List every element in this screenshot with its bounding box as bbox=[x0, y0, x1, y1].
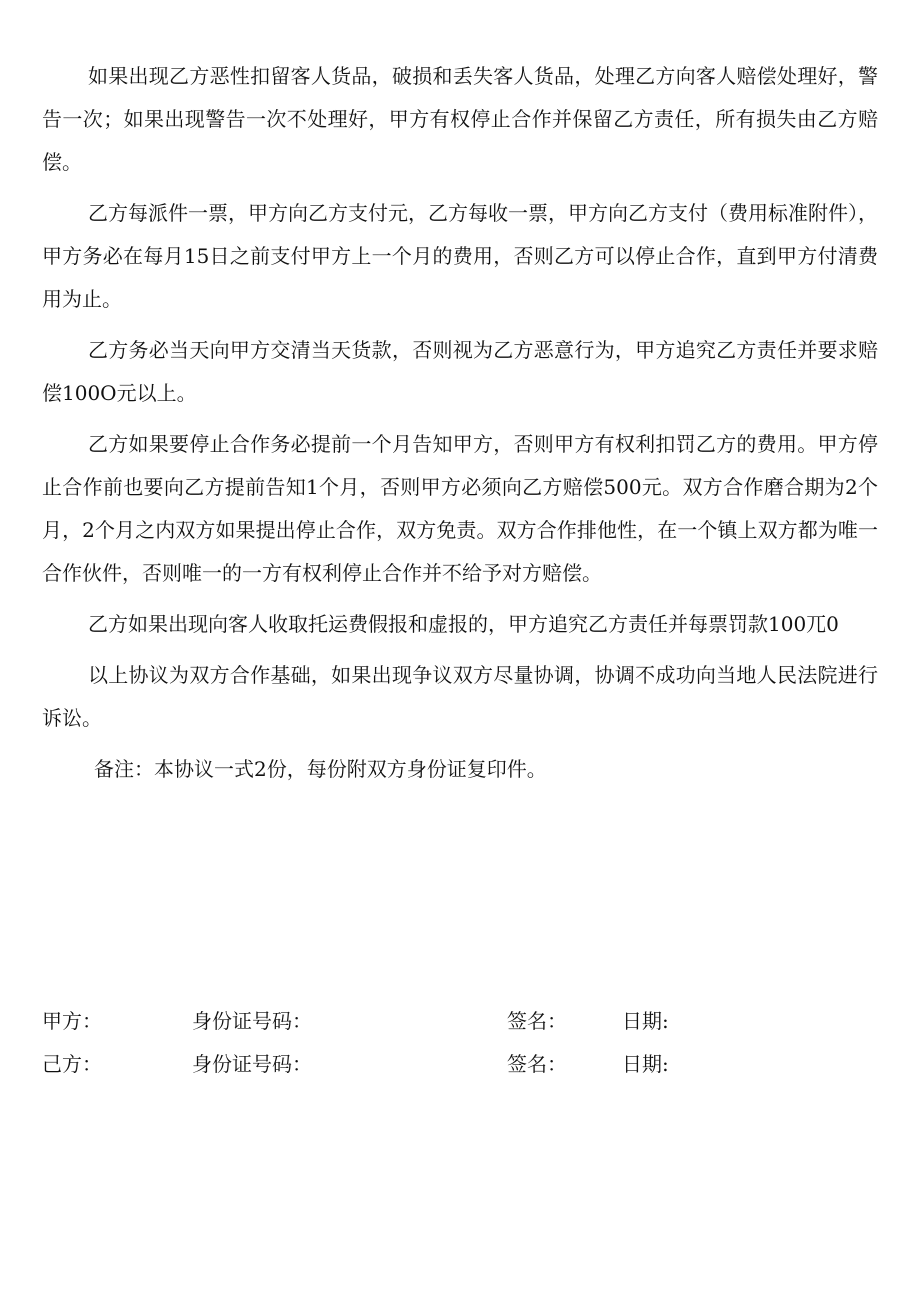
signature-label: 签名： bbox=[507, 1009, 567, 1033]
party-label: 己方： bbox=[42, 1052, 102, 1076]
clause-payment-terms: 乙方每派件一票，甲方向乙方支付元，乙方每收一票，甲方向乙方支付（费用标准附件），甲方务必在每月15日之前支付甲方上一个月的费用，否则乙方可以停止合作，直到甲方付清费用为止。 bbox=[42, 201, 878, 311]
agreement-body bbox=[42, 55, 878, 799]
agreement-note: 备注：本协议一式2份，每份附双方身份证复印件。 bbox=[94, 757, 547, 781]
clause-false-reporting: 乙方如果出现向客人收取托运费假报和虚报的，甲方追究乙方责任并每票罚款100兀0 bbox=[88, 612, 839, 636]
clause-termination: 乙方如果要停止合作务必提前一个月告知甲方，否则甲方有权利扣罚乙方的费用。甲方停止合作前也要向乙方提前告知1个月，否则甲方必须向乙方赔偿500元。双方合作磨合期为2个月，2个月之内双方如果提出停止合作，双方免责。双方合作排他性，在一个镇上双方都为唯一合作伙件，否则唯一的一方有权利停止合作并不给予对方赔偿。 bbox=[42, 432, 878, 585]
id-number-label: 身份证号码： bbox=[192, 1052, 312, 1076]
signature-row-party-b bbox=[42, 1049, 878, 1079]
party-label: 甲方： bbox=[42, 1009, 102, 1033]
date-label: 日期: bbox=[622, 1009, 669, 1033]
clause-damage-compensation: 如果出现乙方恶性扣留客人货品，破损和丢失客人货品，处理乙方向客人赔偿处理好，警告一次；如果出现警告一次不处理好，甲方有权停止合作并保留乙方责任，所有损失由乙方赔偿。 bbox=[42, 64, 878, 174]
clause-daily-settlement: 乙方务必当天向甲方交清当天货款，否则视为乙方恶意行为，甲方追究乙方责任并要求赔偿100O元以上。 bbox=[42, 338, 878, 405]
signature-label: 签名： bbox=[507, 1052, 567, 1076]
date-label: 日期: bbox=[622, 1052, 669, 1076]
clause-dispute-resolution: 以上协议为双方合作基础，如果出现争议双方尽量协调，协调不成功向当地人民法院进行诉讼。 bbox=[42, 663, 878, 730]
signature-row-party-a bbox=[42, 1006, 878, 1036]
id-number-label: 身份证号码： bbox=[192, 1009, 312, 1033]
